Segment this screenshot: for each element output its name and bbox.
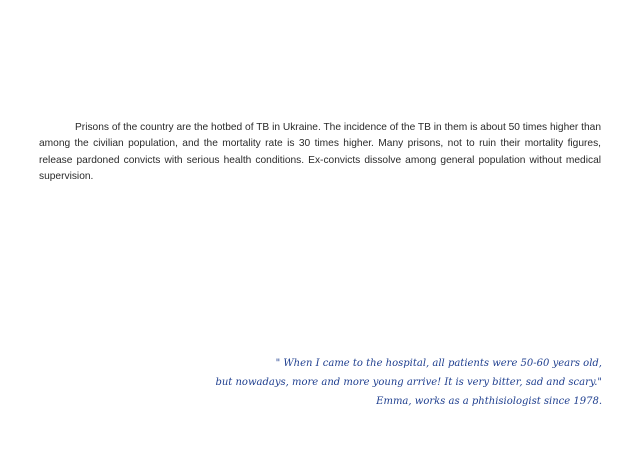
body-paragraph: Prisons of the country are the hotbed of TB in Ukraine. The incidence of the TB in them is about 50 times higher than among the civilian population, and the mortality rate is 30 times higher. Many prisons, not to ruin their mortality figures, release pardoned convicts with serious health conditions. Ex-convicts dissolve among general population without medical supervision. [39,122,601,183]
quote-block [122,354,602,411]
quote-line-2: but nowadays, more and more young arrive! It is very bitter, sad and scary." [215,377,602,388]
quote-attribution: Emma, works as a phthisiologist since 1978. [376,396,602,407]
quote-line-1: " When I came to the hospital, all patients were 50-60 years old, [275,358,602,369]
